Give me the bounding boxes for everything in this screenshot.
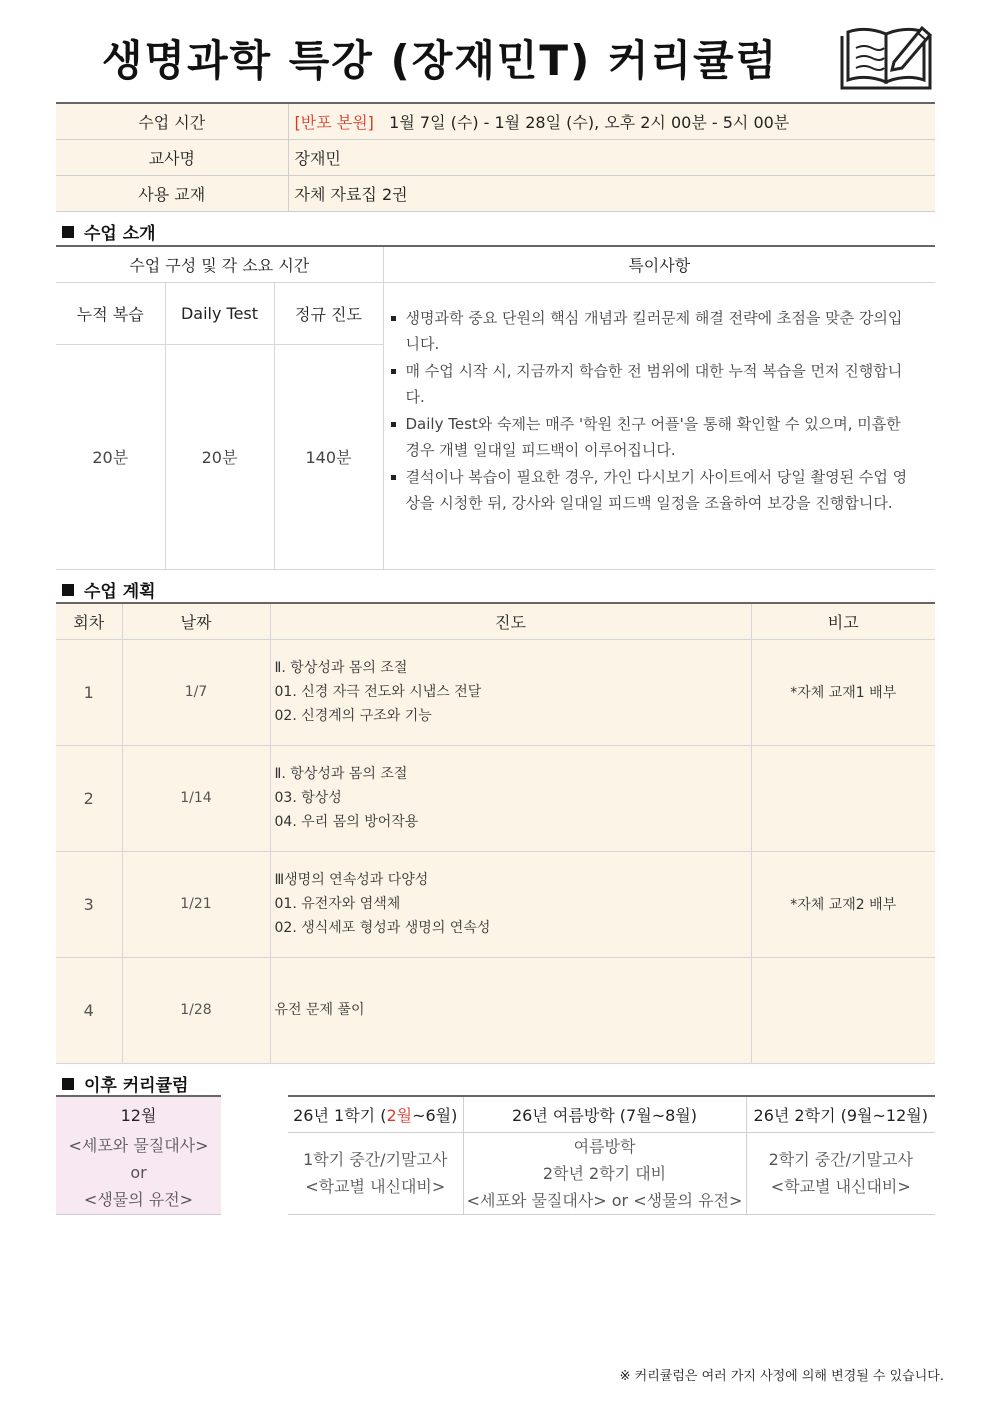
note-item: 매 수업 시작 시, 지금까지 학습한 전 범위에 대한 누적 복습을 먼저 진행합니다. <box>390 358 914 411</box>
page-title: 생명과학 특강 (장재민T) 커리큘럼 <box>101 36 779 85</box>
section-intro-heading: 수업 소개 <box>62 219 156 244</box>
summer-content: 여름방학 2학년 2학기 대비 <세포와 물질대사> or <생물의 유전> <box>463 1132 746 1214</box>
notes-header: 특이사항 <box>383 246 935 282</box>
teacher-value: 장재민 <box>288 139 935 175</box>
session-date: 1/7 <box>122 639 270 745</box>
col-daily-test: Daily Test <box>165 282 274 344</box>
header-remarks: 비고 <box>751 603 935 639</box>
semester1-header: 26년 1학기 (2월~6월) <box>288 1096 463 1132</box>
table-row <box>56 851 935 957</box>
square-bullet-icon <box>62 584 74 596</box>
note-item: Daily Test와 숙제는 매주 '학원 친구 어플'을 통해 확인할 수 있으며, 미흡한 경우 개별 일대일 피드백이 이루어집니다. <box>390 411 914 464</box>
duration-review: 20분 <box>56 344 165 569</box>
session-progress: Ⅱ. 항상성과 몸의 조절 01. 신경 자극 전도와 시냅스 전달 02. 신경계의 구조와 기능 <box>270 639 751 745</box>
session-remark <box>751 745 935 851</box>
december-header: 12월 <box>56 1096 221 1132</box>
col-review: 누적 복습 <box>56 282 165 344</box>
session-remark: *자체 교재2 배부 <box>751 851 935 957</box>
square-bullet-icon <box>62 226 74 238</box>
summer-header: 26년 여름방학 (7월~8월) <box>463 1096 746 1132</box>
header-date: 날짜 <box>122 603 270 639</box>
note-item: 결석이나 복습이 필요한 경우, 가인 다시보기 사이트에서 당일 촬영된 수업 영상을 시청한 뒤, 강사와 일대일 피드백 일정을 조율하여 보강을 진행합니다. <box>390 464 914 517</box>
table-row <box>56 639 935 745</box>
session-remark: *자체 교재1 배부 <box>751 639 935 745</box>
session-number: 1 <box>56 639 122 745</box>
material-label: 사용 교재 <box>56 175 288 211</box>
note-item: 생명과학 중요 단원의 핵심 개념과 킬러문제 해결 전략에 초점을 맞춘 강의입니다. <box>390 305 914 358</box>
book-pen-icon <box>836 22 936 94</box>
semester2-content: 2학기 중간/기말고사 <학교별 내신대비> <box>746 1132 935 1214</box>
notes-list <box>390 305 914 517</box>
session-progress: 유전 문제 풀이 <box>270 957 751 1063</box>
session-date: 1/14 <box>122 745 270 851</box>
session-progress: Ⅱ. 항상성과 몸의 조절 03. 항상성 04. 우리 몸의 방어작용 <box>270 745 751 851</box>
table-row <box>56 957 935 1063</box>
time-text: 1월 7일 (수) - 1월 28일 (수), 오후 2시 00분 - 5시 00분 <box>389 112 790 132</box>
session-progress: Ⅲ생명의 연속성과 다양성 01. 유전자와 염색체 02. 생식세포 형성과 생명의 연속성 <box>270 851 751 957</box>
semester2-header: 26년 2학기 (9월~12월) <box>746 1096 935 1132</box>
session-number: 2 <box>56 745 122 851</box>
square-bullet-icon <box>62 1078 74 1090</box>
location-tag: [반포 본원] <box>294 112 374 132</box>
table-row <box>56 745 935 851</box>
info-table <box>56 102 935 212</box>
session-number: 4 <box>56 957 122 1063</box>
material-value: 자체 자료집 2권 <box>288 175 935 211</box>
session-remark <box>751 957 935 1063</box>
header-session: 회차 <box>56 603 122 639</box>
footnote: ※ 커리큘럼은 여러 가지 사정에 의해 변경될 수 있습니다. <box>619 1369 944 1384</box>
session-date: 1/21 <box>122 851 270 957</box>
intro-table <box>56 245 935 570</box>
teacher-label: 교사명 <box>56 139 288 175</box>
duration-daily-test: 20분 <box>165 344 274 569</box>
time-label: 수업 시간 <box>56 103 288 139</box>
after-curriculum-table <box>56 1095 935 1215</box>
section-after-heading: 이후 커리큘럼 <box>62 1071 188 1096</box>
duration-regular: 140분 <box>274 344 383 569</box>
session-date: 1/28 <box>122 957 270 1063</box>
col-regular: 정규 진도 <box>274 282 383 344</box>
section-plan-heading: 수업 계획 <box>62 577 156 602</box>
plan-table <box>56 602 935 1064</box>
december-content: <세포와 물질대사> or <생물의 유전> <box>56 1132 221 1214</box>
time-value <box>288 103 935 139</box>
session-number: 3 <box>56 851 122 957</box>
semester1-content: 1학기 중간/기말고사 <학교별 내신대비> <box>288 1132 463 1214</box>
notes-cell <box>383 282 935 569</box>
composition-header: 수업 구성 및 각 소요 시간 <box>56 246 383 282</box>
header-progress: 진도 <box>270 603 751 639</box>
